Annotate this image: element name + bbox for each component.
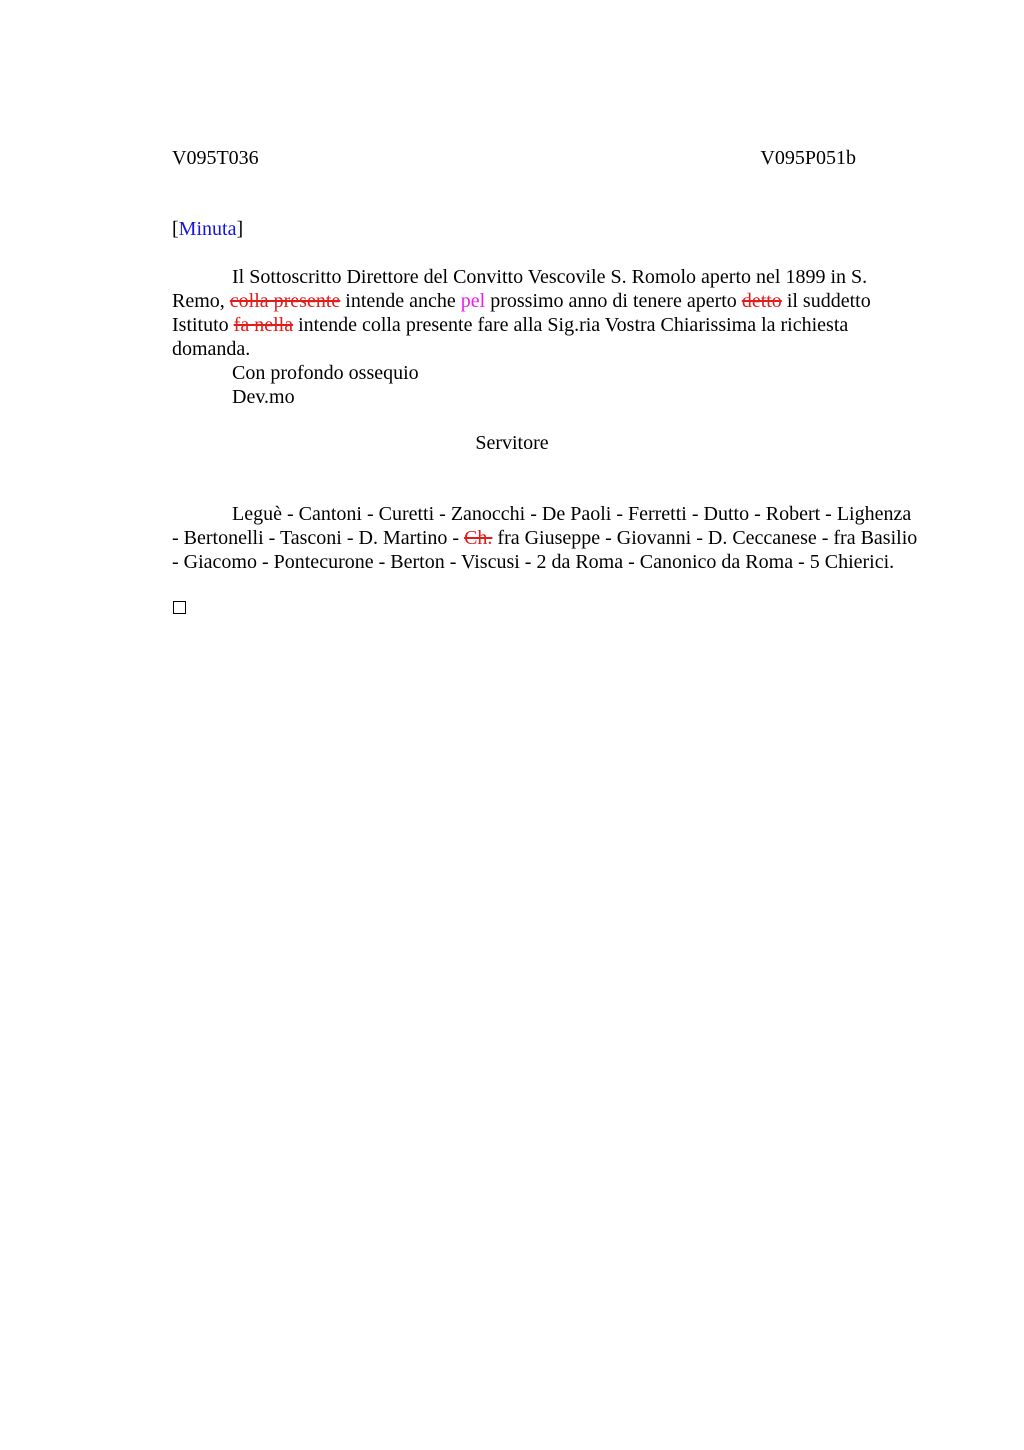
text-segment: prossimo anno di tenere aperto: [485, 290, 742, 312]
closing-line: Dev.mo: [232, 386, 295, 408]
open-bracket: [: [172, 218, 179, 240]
minuta-label: Minuta: [178, 218, 237, 240]
letter-body: [172, 265, 922, 409]
names-list: [172, 502, 922, 574]
deleted-text: Ch.: [464, 527, 493, 549]
letter-paragraph: [172, 265, 922, 361]
deleted-text: detto: [741, 290, 782, 312]
text-segment: il suddetto Istituto: [172, 290, 871, 336]
end-mark-square: [173, 601, 186, 614]
text-segment: Leguè - Cantoni - Curetti - Zanocchi - De Paoli - Ferretti - Dutto - Robert - Lighenza - Bertonelli - Tasconi - D. Martino -: [172, 503, 912, 549]
closing-line: Con profondo ossequio: [232, 362, 419, 384]
text-segment: intende colla presente fare alla Sig.ria Vostra Chiarissima la richiesta domanda.: [172, 314, 849, 360]
names-paragraph: [172, 502, 922, 574]
signature: Servitore: [475, 432, 549, 454]
page-code: V095P051b: [760, 147, 856, 169]
text-segment: fra Giuseppe - Giovanni - D. Ceccanese - fra Basilio - Giacomo - Pontecurone - Berton - Viscusi - 2 da Roma - Canonico da Roma - 5 Chierici.: [172, 527, 918, 573]
deleted-text: fa nella: [233, 314, 294, 336]
note-minuta: [172, 217, 243, 241]
document-code: V095T036: [172, 147, 259, 169]
deleted-text: colla presente: [229, 290, 341, 312]
inserted-text: pel: [460, 290, 486, 312]
text-segment: intende anche: [340, 290, 461, 312]
close-bracket: ]: [236, 218, 244, 240]
text-segment: Il Sottoscritto Direttore del Convitto Vescovile S. Romolo aperto nel 1899 in S. Remo,: [172, 266, 868, 312]
